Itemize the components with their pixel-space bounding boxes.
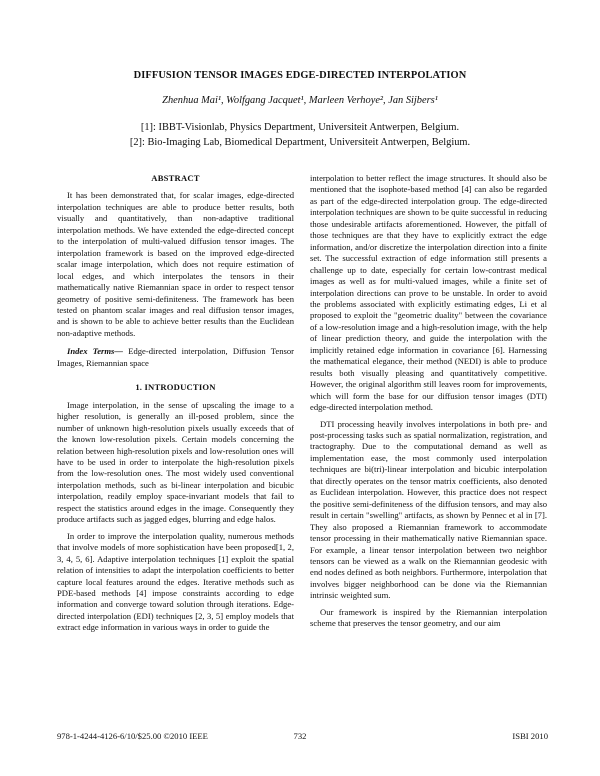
footer-venue: ISBI 2010: [512, 731, 548, 741]
author-list: Zhenhua Mai¹, Wolfgang Jacquet¹, Marleen Verhoye², Jan Sijbers¹: [162, 95, 438, 106]
affiliation-2: [2]: Bio-Imaging Lab, Biomedical Department, Universiteit Antwerpen, Belgium.: [129, 137, 471, 148]
affiliation-1: [1]: IBBT-Visionlab, Physics Department, Universiteit Antwerpen, Belgium.: [140, 122, 460, 133]
intro-paragraph-1: Image interpolation, in the sense of upscaling the image to a higher resolution, is generally an ill-posed problem, since the number of unknown high-resolution pixels usually exceeds that of the known low-resolution pixels. Certain models concerning the relation between high-resolution pixels and low-resolution ones will have to be used in order to interpolate the high-resolution pixels from the low-resolution ones. The most widely used conventional interpolation methods, such as bi-linear interpolation and bicubic interpolation, readily employ space-invariant models that fail to respect the statistics around edges in the image. Consequently they produce artifacts such as jagged edges, blurring and edge halos.: [57, 399, 294, 525]
left-column: [57, 173, 294, 634]
right-column: [310, 173, 547, 630]
index-terms: [57, 346, 294, 369]
footer-page-number: 732: [293, 731, 307, 741]
index-terms-text: Edge-directed interpolation, Diffusion Tensor Images, Riemannian space: [57, 346, 295, 368]
abstract-text: It has been demonstrated that, for scalar images, edge-directed interpolation techniques are able to produce better results, both visually and quantitatively, than non-adaptive traditional interpolation methods. We have extended the edge-directed concept to the interpolation of multi-valued diffusion tensor images. The interpolation framework is based on the improved edge-directed scalar image interpolation, which does not require estimation of local edges, and which interpolates the tensors in their mathematically native Riemannian space in order to respect tensor geometry of positive semi-definiteness. The framework has been tested on phantom scalar images and real diffusion tensor images, and is shown to be able to achieve better results than the Euclidean non-adaptive methods.: [57, 190, 294, 338]
paper-title: DIFFUSION TENSOR IMAGES EDGE-DIRECTED INTERPOLATION: [133, 70, 467, 81]
intro-paragraph-2: In order to improve the interpolation quality, numerous methods that involve models of more sophistication have been proposed[1, 2, 3, 4, 5, 6]. Adaptive interpolation techniques [1] exploit the spatial relation of intensities to adapt the interpolation coefficients to better capture local features around the edges. Iterative methods such as PDE-based methods [4] impose constraints according to edge information and converge toward solution through iterations. Edge-directed interpolation (EDI) techniques [2, 3, 5] employ models that extract edge information in various ways in order to guide the: [57, 530, 294, 633]
index-terms-label: Index Terms—: [67, 346, 123, 357]
introduction-heading: 1. INTRODUCTION: [135, 382, 216, 393]
abstract-heading: ABSTRACT: [151, 173, 200, 183]
right-paragraph-3: Our framework is inspired by the Riemannian interpolation scheme that preserves the tensor geometry, and our aim: [310, 606, 547, 629]
right-paragraph-1: interpolation to better reflect the image structures. It should also be mentioned that the isophote-based method [4] can also be regarded as part of the edge-directed interpolation group. The edge-directed interpolation techniques are shown to be quite successful in reducing those undesirable artifacts aforementioned. However, the pitfall of those techniques are that they have to explicitly extract the edge information, and/or discretize the interpolation direction into a finite set. The successful extraction of edge information still presents a challenge up to date, especially for certain low-contrast medical images as well as for multi-valued images, while a finite set of interpolation directions can prove to be unstable. In order to avoid the problems associated with explicitly estimating edges, Li et al proposed to exploit the "geometric duality" between the covariance of a low-resolution image and a high-resolution image, with the help of linear prediction theory, and guide the interpolation with the implicitly retained edge information in covariance [6]. Harnessing the mathematical elegance, their method (NEDI) is able to produce results both visually pleasing and quantitatively competitive. However, the original algorithm still leaves room for improvements, which will form the base for our diffusion tensor images (DTI) edge-directed interpolation method.: [310, 173, 547, 413]
right-paragraph-2: DTI processing heavily involves interpolations in both pre- and post-processing tasks such as spatial normalization, registration, and tractography. Due to the computational demand as well as implementation ease, the most commonly used interpolation techniques are bi(tri)-linear interpolation and bicubic interpolation that directly operates on the tensor matrix coefficients, also denoted as Euclidean interpolation. However, this practice does not respect the positive semi-definiteness of the diffusion tensors, and may also result in certain "swelling" artifacts, as shown by Pennec et al in [7]. They also proposed a Riemannian framework to accommodate tensor processing in their mathematically native Riemannian space. For example, a linear tensor interpolation between two neighbor tensors can be viewed as a walk on the Riemannian geodesic with end nodes defined as both neighbors. Furthermore, interpolation that involves bigger neighborhood can be done via the Riemannian intrinsic weighted sum.: [310, 418, 547, 601]
footer-copyright: 978-1-4244-4126-6/10/$25.00 ©2010 IEEE: [57, 731, 208, 741]
